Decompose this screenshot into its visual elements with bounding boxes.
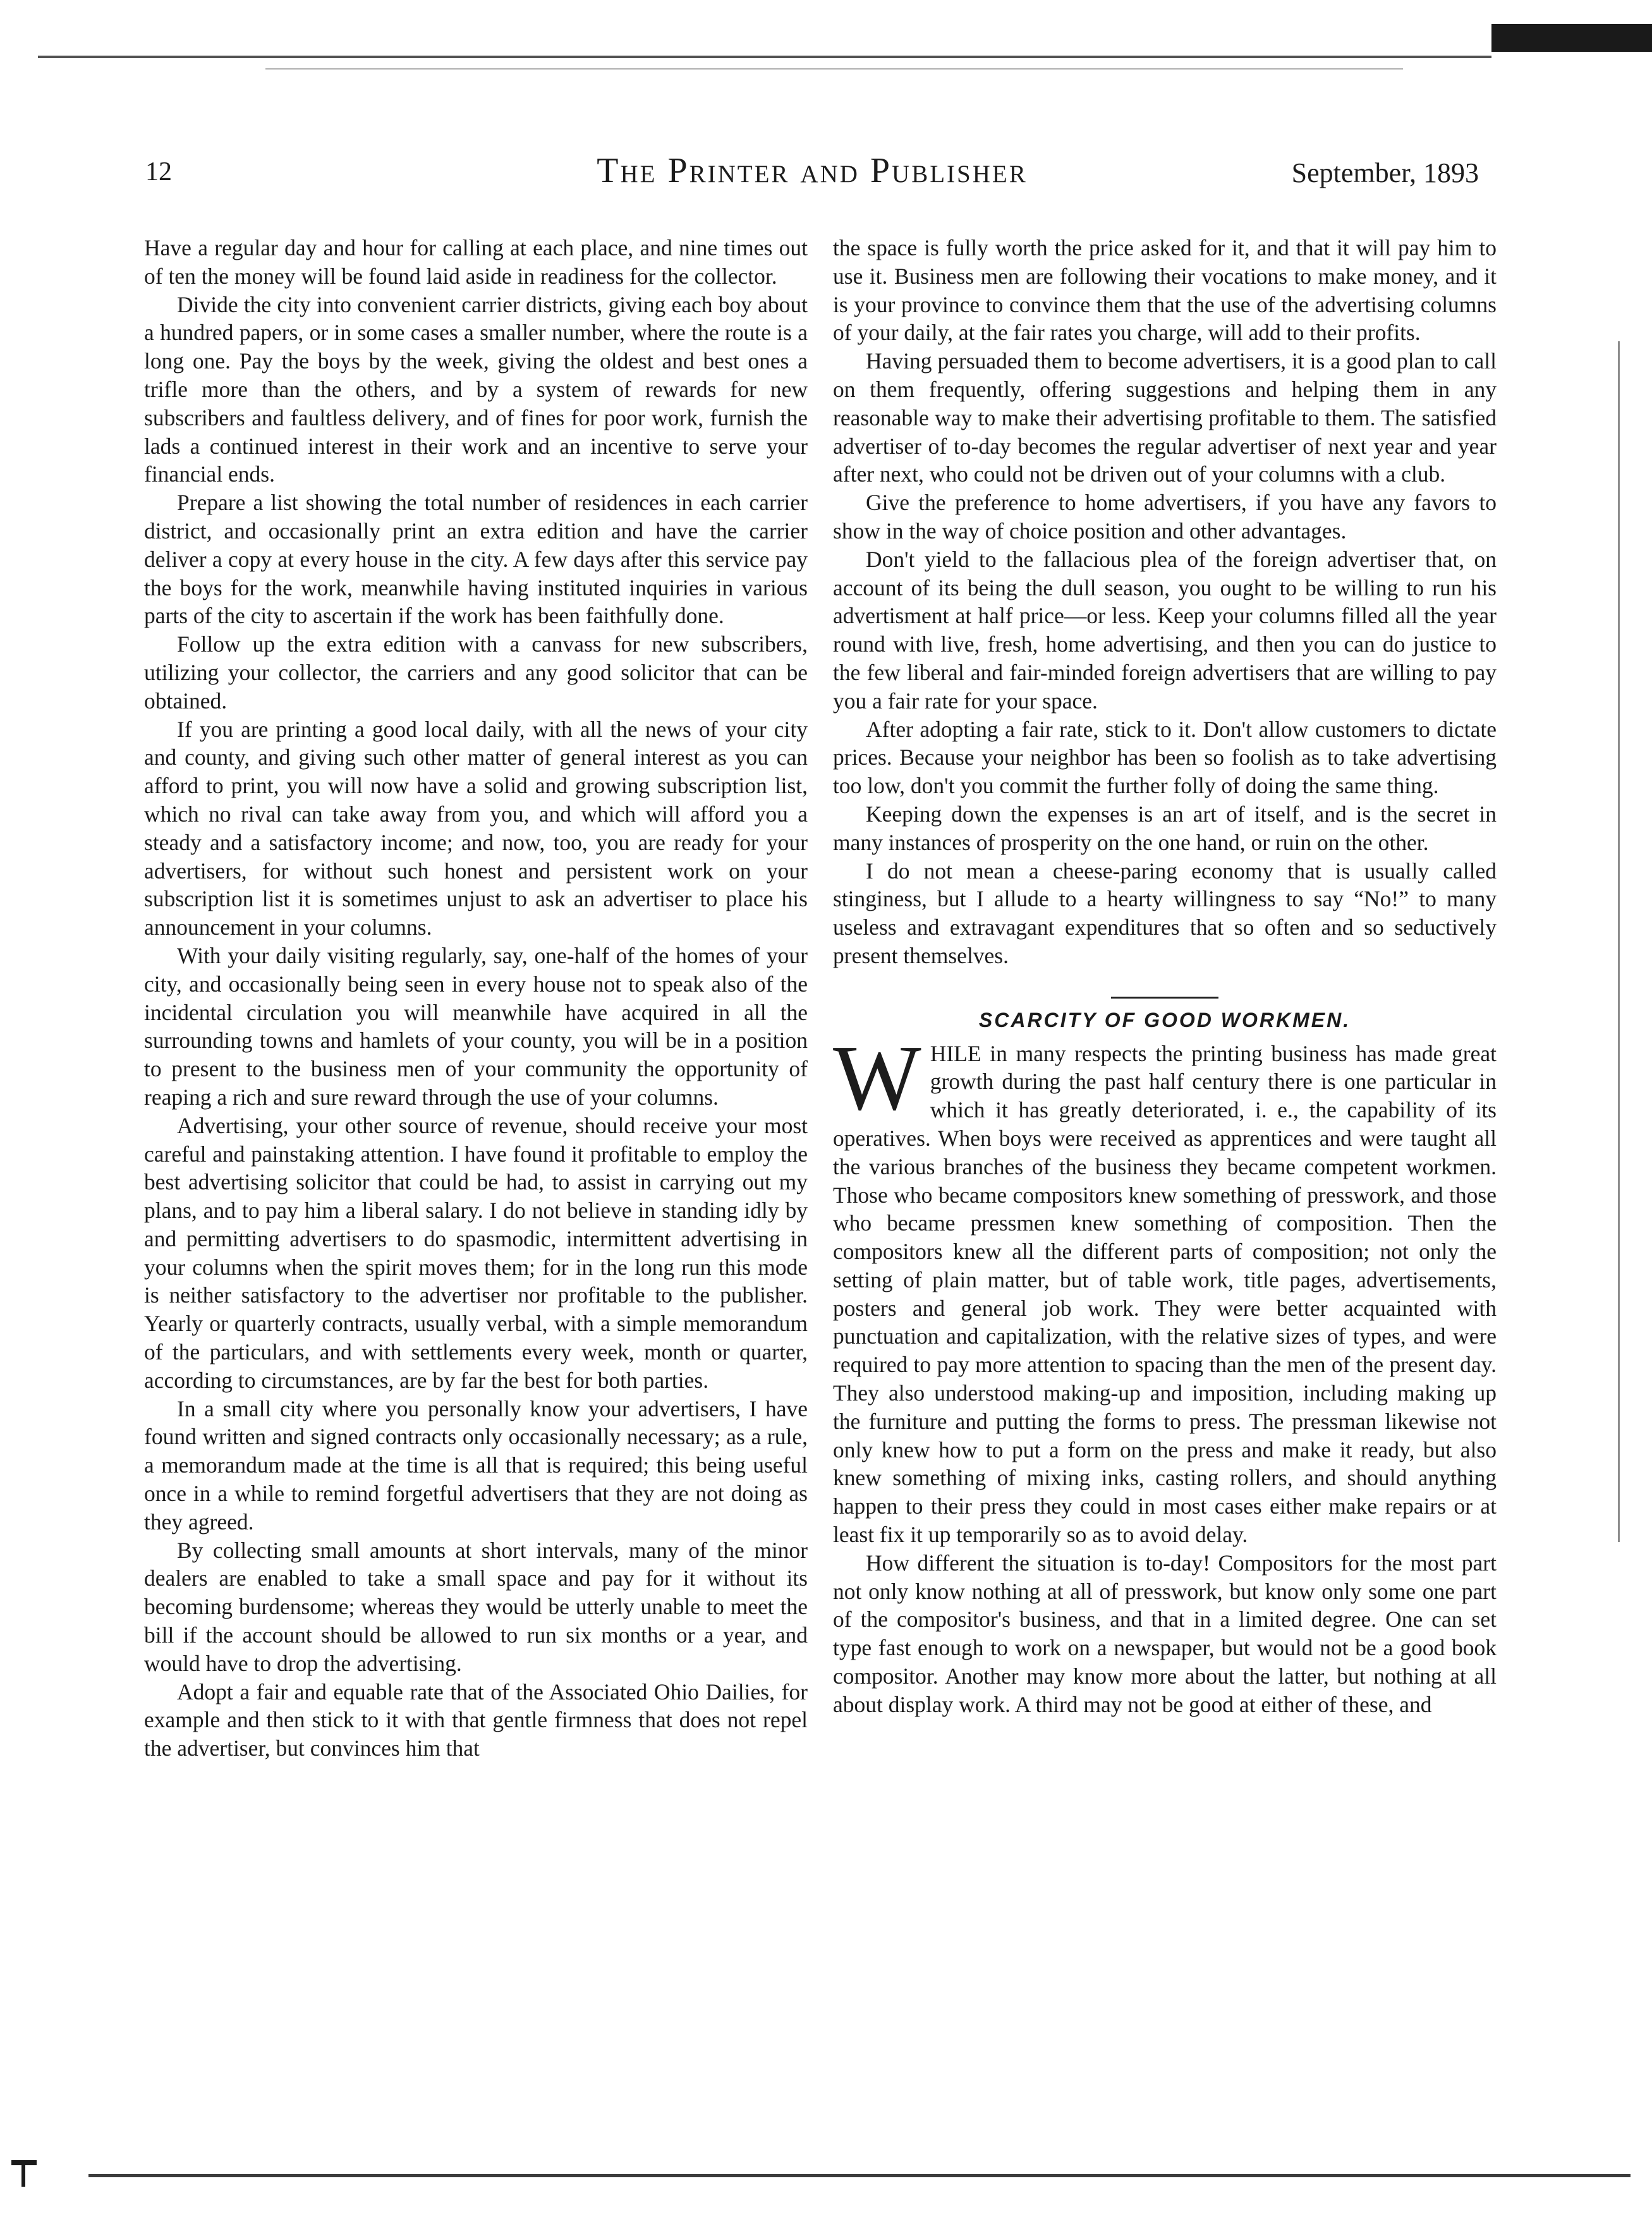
paragraph: Adopt a fair and equable rate that of the Associated Ohio Dailies, for example and then stick to it with that gentle firmness that does not repel the advertiser, but convinces him that [144,1679,808,1761]
paragraph: Keeping down the expenses is an art of itself, and is the secret in many instances of prosperity on the one hand, or ruin on the other. [833,801,1497,855]
paragraph: Don't yield to the fallacious plea of the foreign advertiser that, on account of its being the dull season, you ought to be willing to run his advertisment at half price—or less. Keep your columns filled all the year round with live, fresh, home advertising, and then you can do justice to the few liberal and fair-minded foreign advertisers that are willing to pay you a fair rate for your space. [833,546,1497,714]
paragraph: How different the situation is to-day! Compositors for the most part not only know nothing at all of presswork, but know only some one part of the compositor's business, and that in a limited degree. One can set type fast enough to work on a newspaper, but would not be a good book compositor. Another may know more about the latter, but nothing at all about display work. A third may not be good at either of these, and [833,1550,1497,1717]
paragraph: Give the preference to home advertisers, if you have any favors to show in the way of choice position and other advantages. [833,490,1497,544]
paragraph: Divide the city into convenient carrier districts, giving each boy about a hundred papers, or in some cases a smaller number, where the route is a long one. Pay the boys by the week, giving the oldest and best ones a trifle more than the others, and by a system of rewards for new subscribers and faultless delivery, and of fines for poor work, furnish the lads a continued interest in their work and an incentive to serve your financial ends. [144,291,808,487]
scan-artifact-bottom-mark [11,2160,37,2165]
page-header [145,150,1479,201]
scan-artifact-top-edge [1491,24,1652,52]
paragraph: Have a regular day and hour for calling at each place, and nine times out of ten the money will be found laid aside in readiness for the collector. [144,235,808,289]
scan-artifact-bottom-mark-2 [21,2165,25,2187]
paragraph: Having persuaded them to become advertisers, it is a good plan to call on them frequently, offering suggestions and helping them in any reasonable way to make their advertising profitable to them. The satisfied advertiser of to-day becomes the regular advertiser of next year and year after next, who could not be driven out of your columns with a club. [833,348,1497,487]
scan-artifact-bottom [88,2174,1631,2177]
lead-in: HILE [930,1040,981,1066]
paragraph: I do not mean a cheese-paring economy that is usually called stinginess, but I allude to a hearty willingness to say “No!” to many useless and extravagant expenditures that so often and so seductively present themselves. [833,858,1497,968]
page-number: 12 [145,157,172,186]
left-column [144,234,808,1763]
scan-artifact-top-thin [265,68,1403,70]
paragraph: the space is fully worth the price asked for it, and that it will pay him to use it. Business men are following their vocations to make money, and it is your province to convince them that the use of the advertising columns of your daily, at the fair rates you charge, will add to their profits. [833,235,1497,346]
paragraph: If you are printing a good local daily, with all the news of your city and county, and giving such other matter of general interest as you can afford to print, you will now have a solid and growing subscription list, which no rival can take away from you, and which will afford you a steady and a satisfactory income; and now, too, you are ready for your advertisers, for without such honest and persistent work on your subscription list it is sometimes unjust to ask an advertiser to place his announcement in your columns. [144,716,808,940]
publication-title: The Printer and Publisher [597,151,1028,190]
paragraph: With your daily visiting regularly, say, one-half of the homes of your city, and occasionally being seen in every house not to speak also of the incidental circulation you will meanwhile have acquired in all the surrounding towns and hamlets of your county, you will be in a position to present to the business men of your community the opportunity of reaping a rich and sure reward through the use of your columns. [144,942,808,1110]
paragraph: After adopting a fair rate, stick to it. Don't allow customers to dictate prices. Because your neighbor has been so foolish as to take advertising too low, don't you commit the further folly of doing the same thing. [833,716,1497,799]
paragraph: In a small city where you personally know your advertisers, I have found written and signed contracts only occasionally necessary; as a rule, a memorandum made at the time is all that is required; this being useful once in a while to remind forgetful advertisers that they are not doing as they agreed. [144,1395,808,1534]
issue-date: September, 1893 [1291,157,1479,188]
right-column [833,234,1497,1719]
paragraph-text: in many respects the printing business has made great growth during the past half century there is one particular in which it has greatly deteriorated, i. e., the capability of its operatives. When boys were received as apprentices and were taught all the various branches of the business they became competent workmen. Those who became compositors knew something of presswork, and those who became pressmen knew something of composition. Then the compositors knew all the different parts of composition; not only the setting of plain matter, but of table work, title pages, advertisements, posters and general job work. They were better acquainted with punctuation and capitalization, with the relative sizes of types, and were required to pay more attention to spacing than the men of the present day. They also understood making-up and imposition, including making up the furniture and putting the forms to press. The pressman likewise not only knew how to put a form on the press and make it ready, but also knew something of mixing inks, casting rollers, and should anything happen to their press they could in most cases either make repairs or at least fix it up temporarily so as to avoid delay. [833,1040,1497,1548]
article-first-paragraph [833,1026,1497,1549]
section-divider [1111,997,1218,999]
paragraph: Prepare a list showing the total number of residences in each carrier district, and occasionally print an extra edition and have the carrier deliver a copy at every house in the city. A few days after this service pay the boys for the work, meanwhile having instituted inquiries in various parts of the city to ascertain if the work has been faithfully done. [144,490,808,629]
drop-cap: W [833,1026,921,1130]
section-heading: SCARCITY OF GOOD WORKMEN. [978,1008,1351,1031]
paragraph: By collecting small amounts at short intervals, many of the minor dealers are enabled to take a small space and pay for it without its becoming burdensome; whereas they would be utterly unable to meet the bill if the account should be allowed to run six months or a year, and would have to drop the advertising. [144,1537,808,1676]
paragraph: Follow up the extra edition with a canvass for new subscribers, utilizing your collector, the carriers and any good solicitor that can be obtained. [144,631,808,714]
paragraph: Advertising, your other source of revenue, should receive your most careful and painstaking attention. I have found it profitable to employ the best advertising solicitor that could be had, to assist in carrying out my plans, and to pay him a liberal salary. I do not believe in standing idly by and permitting advertisers to do spasmodic, intermittent advertising in your columns when the spirit moves them; for in the long run this mode is neither satisfactory to the advertiser nor profitable to the publisher. Yearly or quarterly contracts, usually verbal, with a simple memorandum of the particulars, and with settlements every week, month or quarter, according to circumstances, are by far the best for both parties. [144,1112,808,1393]
scan-artifact-right-margin [1618,341,1620,1542]
scan-artifact-top [38,56,1491,58]
